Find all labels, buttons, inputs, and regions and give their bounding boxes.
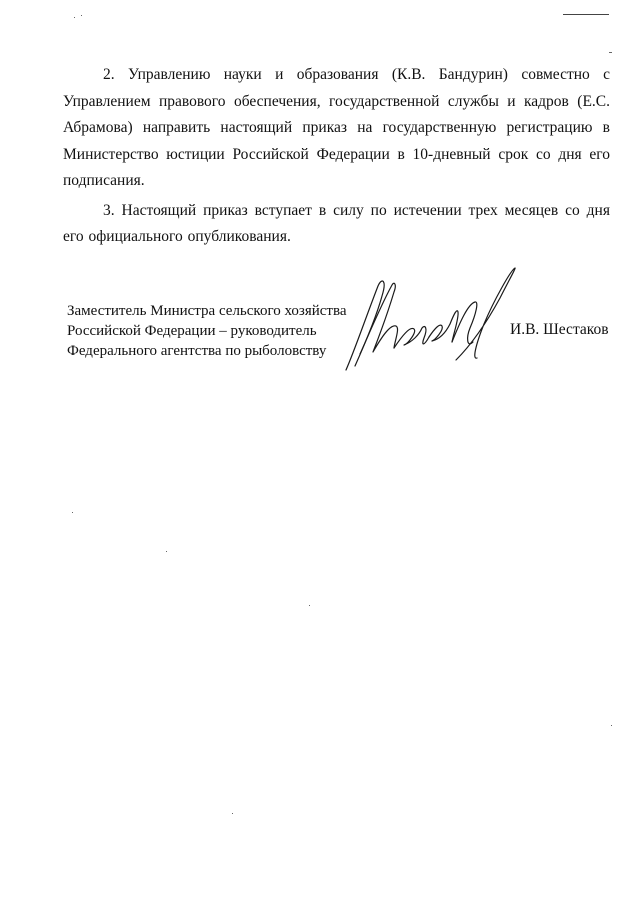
scan-speck: [74, 17, 75, 18]
signatory-name: И.В. Шестаков: [510, 321, 609, 338]
paragraph-3: 3. Настоящий приказ вступает в силу по истечении трех месяцев со дня его официального опубликования.: [63, 201, 610, 245]
scan-speck: [309, 605, 310, 606]
scan-speck: [166, 551, 167, 552]
order-text: [63, 62, 610, 254]
scan-speck: [609, 52, 612, 53]
paragraph-2: 2. Управлению науки и образования (К.В. Бандурин) совместно с Управлением правового обеспечения, государственной службы и кадров (Е.С. Абрамова) направить настоящий приказ на государственную регистрацию в Министерство юстиции Российской Федерации в 10-дневный срок со дня его подписания.: [63, 66, 610, 189]
signatory-title-line: Заместитель Министра сельского хозяйства: [67, 303, 347, 319]
signatory-title: [67, 301, 357, 361]
scan-speck: [72, 512, 73, 513]
signatory-title-line: Российской Федерации – руководитель: [67, 323, 317, 339]
scan-speck: [81, 15, 82, 16]
scan-speck: [232, 813, 233, 814]
scan-speck: [611, 725, 612, 726]
handwritten-signature: [336, 262, 526, 380]
signatory-title-line: Федерального агентства по рыболовству: [67, 343, 327, 359]
scan-artifact-line: [563, 14, 609, 15]
